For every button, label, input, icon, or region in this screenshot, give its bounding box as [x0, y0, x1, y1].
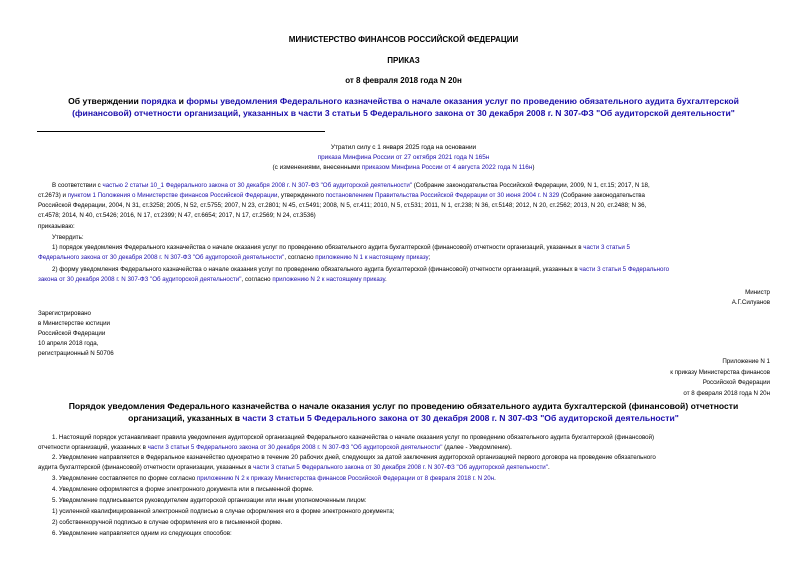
procedure-text: 3. Уведомление составляется по форме согласно	[52, 475, 197, 482]
title-divider	[37, 131, 325, 132]
procedure-p2-line2	[38, 463, 550, 472]
preamble-regulation-link[interactable]: пунктом 1 Положения о Министерстве финансов Российской Федерации	[67, 192, 278, 199]
item2-line2	[38, 275, 387, 284]
section-title-prefix: организаций, указанных в	[128, 413, 243, 423]
item1-appendix-link[interactable]: приложению N 1 к настоящему приказу	[315, 254, 429, 261]
status-line2	[0, 153, 807, 163]
item2-text: , согласно	[241, 276, 273, 283]
preamble-line4: ст.4578; 2014, N 40, ст.5426; 2016, N 17, ст.2399; N 47, ст.6654; 2017, N 17, ст.2569; N 24, ст.3536)	[38, 212, 316, 219]
registration-line5: регистрационный N 50706	[38, 350, 114, 357]
procedure-p5-item2: 2) собственноручной подписью в случае оформления его в письменной форме.	[52, 519, 283, 526]
appendix-line4: от 8 февраля 2018 года N 20н	[683, 390, 770, 397]
procedure-text: отчетности организаций, указанных в	[38, 444, 148, 451]
procedure-p1-line1: 1. Настоящий порядок устанавливает правила уведомления аудиторской организацией Федерального казначейства о начале оказания услуг по проведению обязательного аудита бухгалтерской (финансовой)	[52, 434, 655, 441]
registration-line1: Зарегистрировано	[38, 310, 91, 317]
doc-title-line1	[0, 95, 807, 107]
section-title-line2	[0, 412, 807, 424]
procedure-p4: 4. Уведомление оформляется в форме электронного документа или в письменной форме.	[52, 486, 314, 493]
item1-text: ;	[428, 254, 431, 261]
item1-text: , согласно	[284, 254, 316, 261]
title-link-procedure[interactable]: порядка	[141, 96, 177, 106]
procedure-p2-law-link[interactable]: части 3 статьи 5 Федерального закона от 30 декабря 2008 г. N 307-ФЗ "Об аудиторской деятельности"	[253, 464, 548, 471]
procedure-p1-line2	[38, 443, 512, 452]
registration-line3: Российской Федерации	[38, 330, 106, 337]
procedure-text: .	[547, 464, 550, 471]
preamble-line3: Российской Федерации, 2004, N 31, ст.3258; 2005, N 52, ст.5755; 2007, N 23, ст.2801; N 45, ст.5491; 2008, N 5, ст.411; 2010, N 5, ст.531; 2011, N 1, ст.238; N 36, ст.5148; 2012, N 20, ст.2562; 2013, N 20, ст.2488; N 36,	[38, 202, 647, 209]
procedure-p1-law-link[interactable]: части 3 статьи 5 Федерального закона от 30 декабря 2008 г. N 307-ФЗ "Об аудиторской деятельности"	[147, 444, 443, 451]
procedure-p6: 6. Уведомление направляется одним из следующих способов:	[52, 530, 232, 537]
appendix-line3: Российской Федерации	[702, 379, 770, 386]
appendix-line2: к приказу Министерства финансов	[670, 369, 770, 376]
preamble-law-link[interactable]: частью 2 статьи 10_1 Федерального закона от 30 декабря 2008 г. N 307-ФЗ "Об аудиторской деятельности"	[102, 182, 413, 189]
preamble-text: ст.2673) и	[38, 192, 68, 199]
doc-type-heading: ПРИКАЗ	[387, 56, 420, 65]
status-amend-link[interactable]: приказом Минфина России от 4 августа 2022 года N 116н	[361, 164, 533, 171]
preamble-text: В соответствии с	[52, 182, 103, 189]
item2-law-link[interactable]: закона от 30 декабря 2008 г. N 307-ФЗ "Об аудиторской деятельности"	[38, 276, 242, 283]
item1-law-link[interactable]: Федерального закона от 30 декабря 2008 г. N 307-ФЗ "Об аудиторской деятельности"	[38, 254, 285, 261]
title-link-form[interactable]: формы уведомления Федерального казначейства о начале оказания услуг по проведению обязательного аудита бухгалтерской	[186, 96, 739, 106]
status-repeal-link[interactable]: приказа Минфина России от 27 октября 2021 года N 165н	[317, 154, 490, 161]
title-prefix: Об утверждении	[68, 96, 142, 106]
procedure-text: (далее - Уведомление).	[442, 444, 512, 451]
preamble-line2	[38, 191, 645, 200]
procedure-p5-item1: 1) усиленной квалифицированной электронной подписью в случае оформления его в форме электронного документа;	[52, 508, 395, 515]
preamble-text: (Собрание законодательства	[559, 192, 645, 199]
ministry-heading: МИНИСТЕРСТВО ФИНАНСОВ РОССИЙСКОЙ ФЕДЕРАЦИИ	[288, 35, 519, 44]
item1-line2	[38, 253, 430, 262]
status-line3	[0, 163, 807, 173]
item2-article-link[interactable]: части 3 статьи 5 Федерального	[579, 266, 670, 273]
doc-title-line2	[0, 107, 807, 119]
title-link-form-cont[interactable]: (финансовой) отчетности организаций, указанных в части 3 статьи 5 Федерального закона от 30 декабря 2008 г. N 307-ФЗ "Об аудиторской деятельности"	[72, 108, 735, 118]
signature-name: А.Г.Силуанов	[731, 299, 770, 306]
item1-line1	[52, 243, 630, 252]
section-title-law-link[interactable]: части 3 статьи 5 Федерального закона от 30 декабря 2008 г. N 307-ФЗ "Об аудиторской деятельности"	[242, 413, 679, 423]
preamble-line1	[52, 181, 650, 190]
item2-line1	[52, 265, 669, 274]
registration-line2: в Министерстве юстиции	[38, 320, 111, 327]
procedure-p2-line1: 2. Уведомление направляется в Федеральное казначейство однократно в течение 20 рабочих дней, следующих за датой заключения аудиторской организацией первого договора на проведение обязательного	[52, 454, 656, 461]
section-title-line1: Порядок уведомления Федерального казначейства о начале оказания услуг по проведению обязательного аудита бухгалтерской (финансовой) отчетности	[68, 401, 739, 411]
preamble-resolution-link[interactable]: постановлением Правительства Российской Федерации от 30 июня 2004 г. N 329	[325, 192, 560, 199]
status-line3-prefix: (с изменениями, внесенными	[272, 164, 362, 171]
procedure-p5: 5. Уведомление подписывается руководителем аудиторской организации или иным уполномоченным лицом:	[52, 497, 367, 504]
appendix-line1: Приложение N 1	[722, 358, 770, 365]
doc-date-number: от 8 февраля 2018 года N 20н	[345, 76, 462, 85]
item1-article-link[interactable]: части 3 статьи 5	[583, 244, 630, 251]
item1-text: 1) порядок уведомления Федерального казначейства о начале оказания услуг по проведению обязательного аудита бухгалтерской (финансовой) отчетности организаций, указанных в	[52, 244, 584, 251]
title-mid: и	[176, 96, 187, 106]
item2-text: 2) форму уведомления Федерального казначейства о начале оказания услуг по проведению обязательного аудита бухгалтерской (финансовой) отчетности организаций, указанных в	[52, 266, 580, 273]
procedure-text: аудита бухгалтерской (финансовой) отчетности организации, указанных в	[38, 464, 254, 471]
item2-text: .	[385, 276, 387, 283]
preamble-text: , утвержденного	[277, 192, 326, 199]
preamble-text: (Собрание законодательства Российской Федерации, 2009, N 1, ст.15; 2017, N 18,	[412, 182, 650, 189]
procedure-p3-appendix-link[interactable]: приложению N 2 к приказу Министерства финансов Российской Федерации от 8 февраля 2018 г. N 20н	[196, 475, 495, 482]
item2-appendix-link[interactable]: приложению N 2 к настоящему приказу	[272, 276, 386, 283]
order-word: приказываю:	[38, 223, 75, 230]
procedure-text: .	[494, 475, 496, 482]
status-line1: Утратил силу с 1 января 2025 года на основании	[330, 144, 477, 151]
status-line3-suffix: )	[532, 164, 535, 171]
signature-position: Министр	[745, 289, 770, 296]
registration-line4: 10 апреля 2018 года,	[38, 340, 99, 347]
procedure-p3	[52, 474, 496, 483]
approve-word: Утвердить:	[52, 234, 84, 241]
